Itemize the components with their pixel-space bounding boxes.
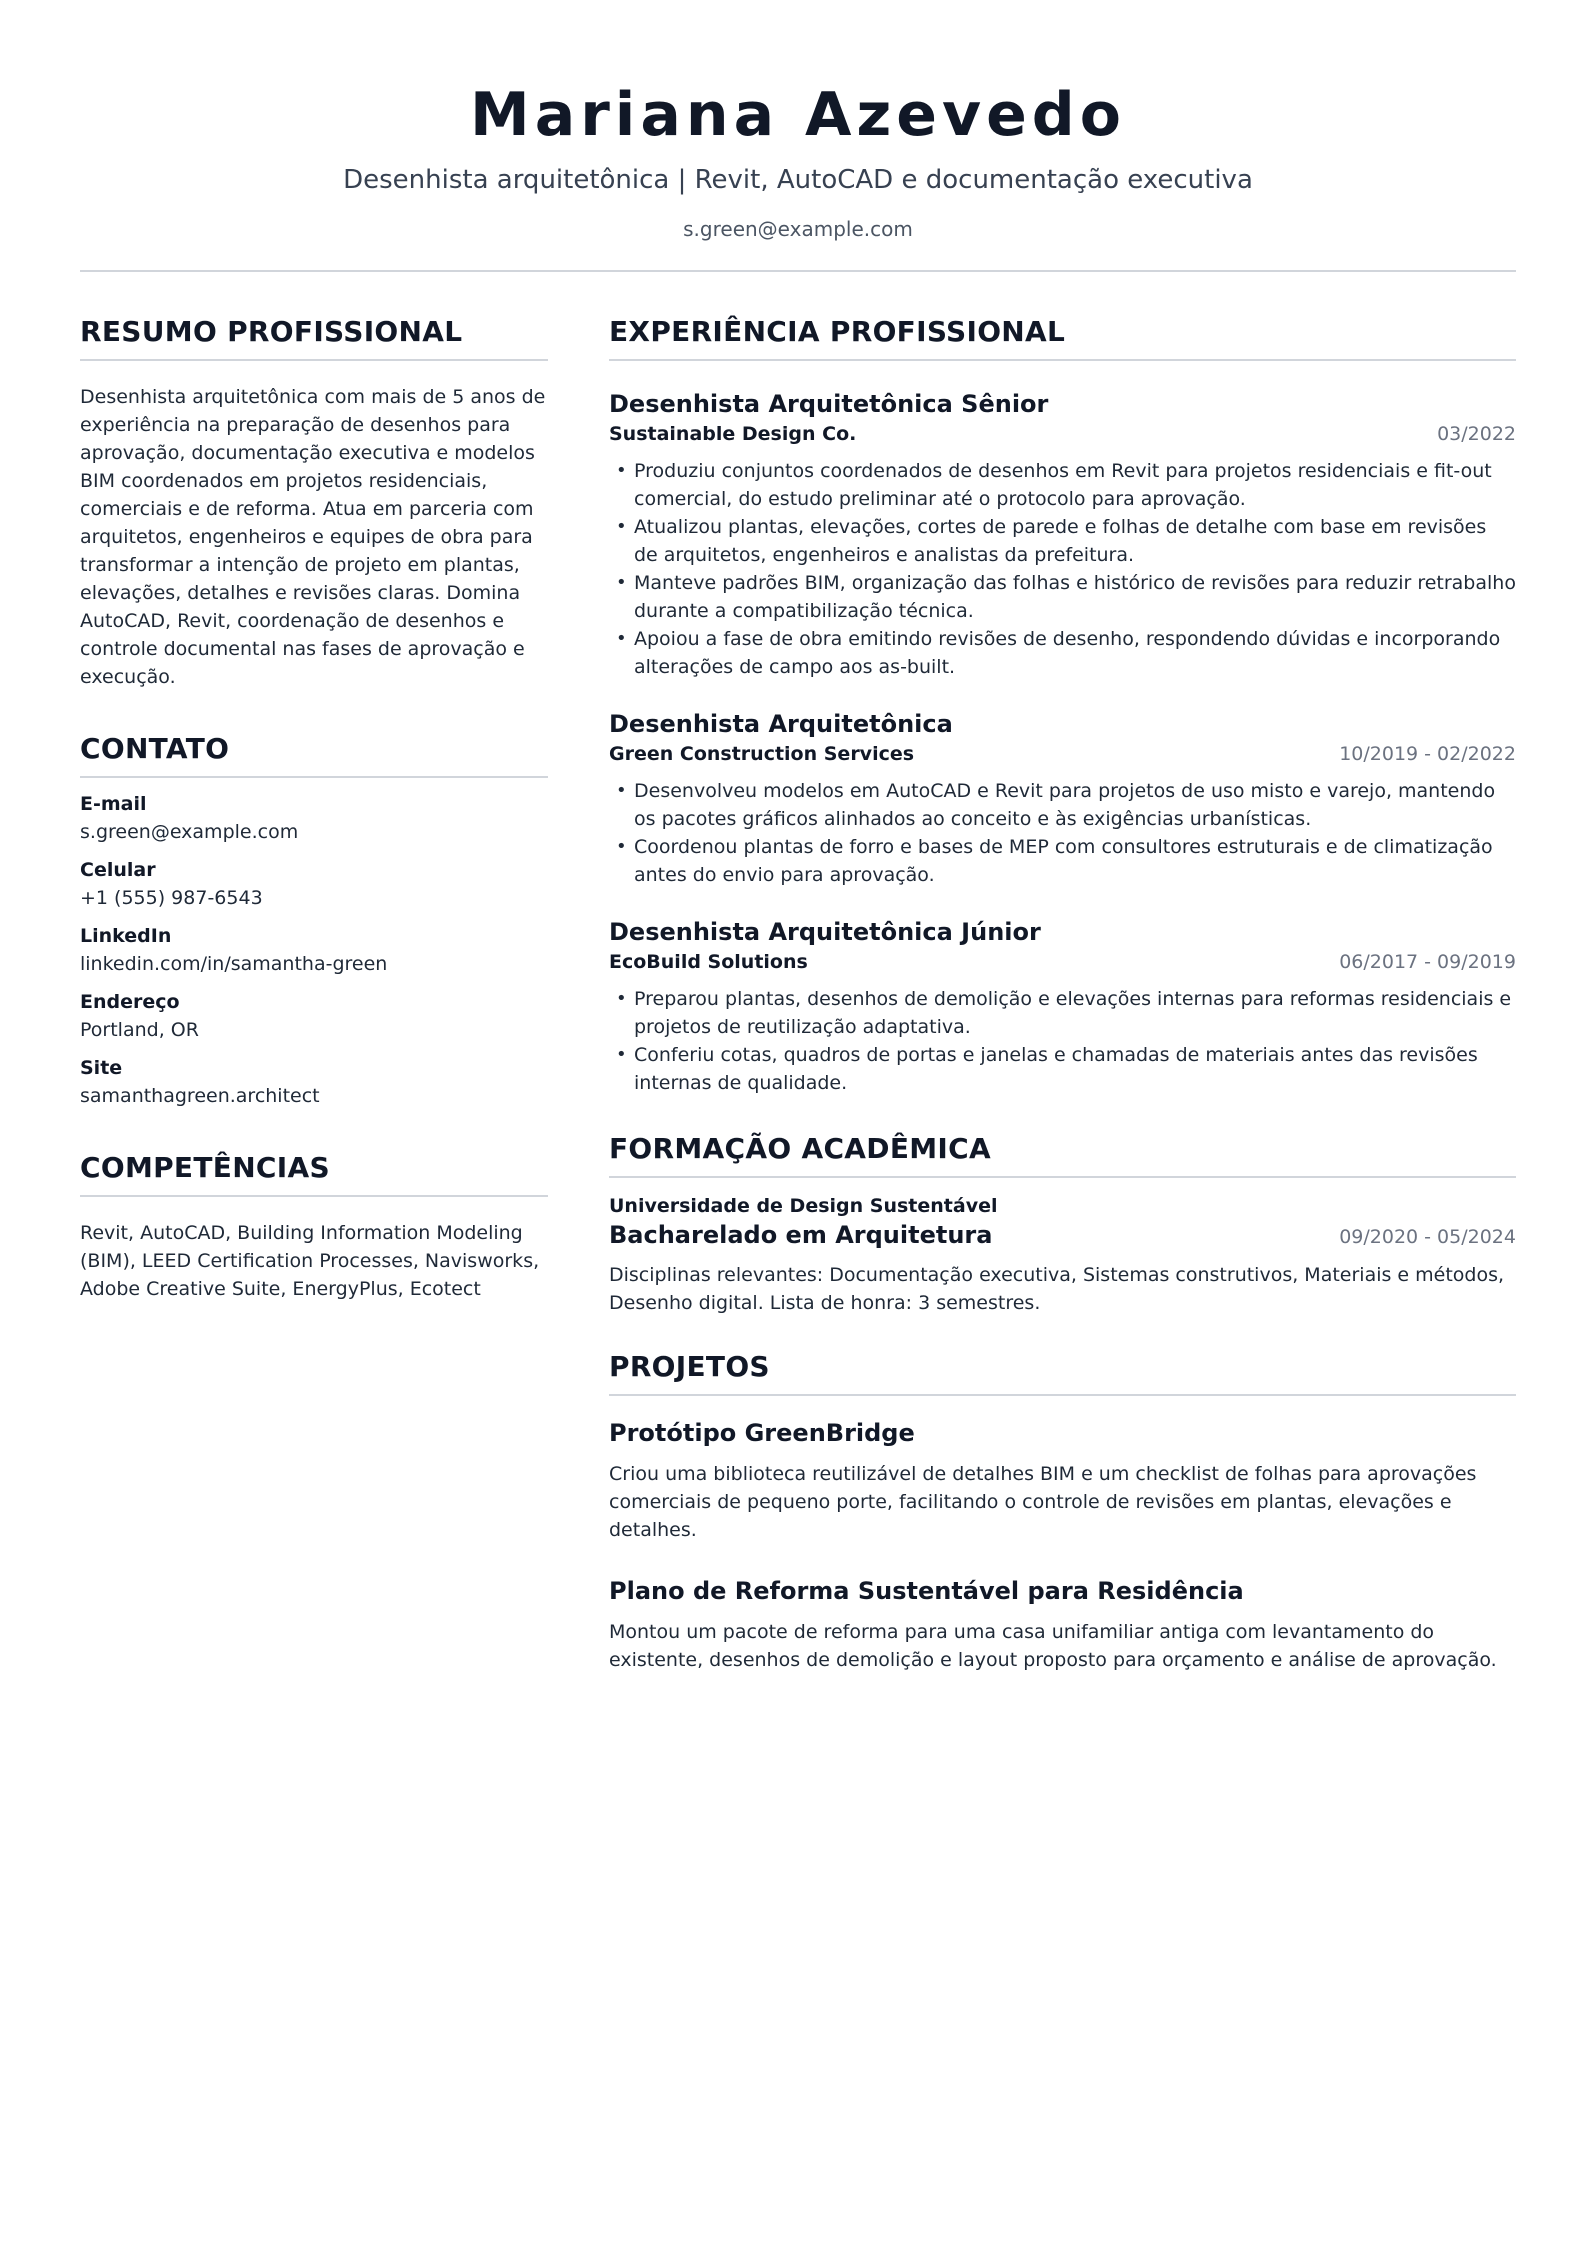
job-company: Sustainable Design Co. (609, 422, 857, 445)
job-entry (609, 709, 1516, 889)
job-entry (609, 389, 1516, 681)
project-entry (609, 1418, 1516, 1544)
education-degree: Bacharelado em Arquitetura (609, 1220, 993, 1249)
job-dates: 03/2022 (1437, 422, 1516, 445)
project-description: Criou uma biblioteca reutilizável de detalhes BIM e um checklist de folhas para aprovações comerciais de pequeno porte, facilitando o controle de revisões em plantas, elevações e detalhes. (609, 1462, 1477, 1541)
project-title: Plano de Reforma Sustentável para Residência (609, 1576, 1244, 1605)
job-title: Desenhista Arquitetônica Sênior (609, 389, 1049, 418)
job-dates: 06/2017 - 09/2019 (1339, 950, 1516, 973)
summary-text: Desenhista arquitetônica com mais de 5 anos de experiência na preparação de desenhos para aprovação, documentação executiva e modelos BIM coordenados em projetos residenciais, comerciais e de reforma. Atua em parceria com arquitetos, engenheiros e equipes de obra para transformar a intenção de projeto em plantas, elevações, detalhes e revisões claras. Domina AutoCAD, Revit, coordenação de desenhos e controle documental nas fases de aprovação e execução. (80, 385, 546, 688)
job-bullets (609, 777, 1516, 889)
job-bullet: • Manteve padrões BIM, organização das folhas e histórico de revisões para reduzir retrabalho durante a compatibilização técnica. (609, 569, 1516, 625)
skills-section (80, 1150, 548, 1303)
job-meta (609, 743, 1516, 765)
job-meta (609, 423, 1516, 445)
education-school: Universidade de Design Sustentável (609, 1194, 998, 1217)
job-bullet: • Produziu conjuntos coordenados de desenhos em Revit para projetos residenciais e fit-out comercial, do estudo preliminar até o protocolo para aprovação. (609, 457, 1516, 513)
job-company: Green Construction Services (609, 742, 915, 765)
contact-list (80, 790, 548, 1110)
education-dates: 09/2020 - 05/2024 (1339, 1225, 1516, 1248)
left-column (80, 314, 548, 1343)
job-entry (609, 917, 1516, 1097)
contact-item-phone (80, 856, 548, 912)
job-bullets (609, 985, 1516, 1097)
education-meta (609, 1220, 1516, 1251)
project-entry (609, 1576, 1516, 1674)
skills-text: Revit, AutoCAD, Building Information Modeling (BIM), LEED Certification Processes, Navisworks, Adobe Creative Suite, EnergyPlus, Ecotect (80, 1221, 540, 1300)
header-email: s.green@example.com (683, 216, 913, 241)
job-bullets (609, 457, 1516, 681)
header-divider (80, 270, 1516, 272)
job-bullet: • Apoiou a fase de obra emitindo revisões de desenho, respondendo dúvidas e incorporando alterações de campo aos as-built. (609, 625, 1516, 681)
education-heading: FORMAÇÃO ACADÊMICA (609, 1131, 1516, 1178)
contact-label: E-mail (80, 792, 147, 815)
contact-label: Site (80, 1056, 123, 1079)
contact-section (80, 731, 548, 1110)
summary-heading: RESUMO PROFISSIONAL (80, 314, 548, 361)
job-bullet: • Coordenou plantas de forro e bases de MEP com consultores estruturais e de climatização antes do envio para aprovação. (609, 833, 1516, 889)
contact-item-address (80, 988, 548, 1044)
project-description: Montou um pacote de reforma para uma casa unifamiliar antiga com levantamento do existente, desenhos de demolição e layout proposto para orçamento e análise de aprovação. (609, 1620, 1497, 1671)
candidate-headline: Desenhista arquitetônica | Revit, AutoCAD e documentação executiva (343, 165, 1253, 195)
contact-label: LinkedIn (80, 924, 172, 947)
job-bullet: • Conferiu cotas, quadros de portas e janelas e chamadas de materiais antes das revisões internas de qualidade. (609, 1041, 1516, 1097)
contact-phone-value: +1 (555) 987-6543 (80, 886, 263, 909)
job-meta (609, 951, 1516, 973)
contact-linkedin-link[interactable]: linkedin.com/in/samantha-green (80, 952, 388, 975)
job-title: Desenhista Arquitetônica Júnior (609, 917, 1041, 946)
education-section (609, 1131, 1516, 1317)
job-bullet: • Preparou plantas, desenhos de demolição e elevações internas para reformas residenciais e projetos de reutilização adaptativa. (609, 985, 1516, 1041)
contact-heading: CONTATO (80, 731, 548, 778)
contact-label: Endereço (80, 990, 180, 1013)
candidate-name: Mariana Azevedo (470, 80, 1126, 150)
job-bullet: • Atualizou plantas, elevações, cortes de parede e folhas de detalhe com base em revisões de arquitetos, engenheiros e analistas da prefeitura. (609, 513, 1516, 569)
contact-address-value: Portland, OR (80, 1018, 199, 1041)
job-title: Desenhista Arquitetônica (609, 709, 953, 738)
contact-item-site (80, 1054, 548, 1110)
job-dates: 10/2019 - 02/2022 (1339, 742, 1516, 765)
summary-section (80, 314, 548, 691)
contact-email-value[interactable]: s.green@example.com (80, 820, 299, 843)
projects-section (609, 1349, 1516, 1674)
contact-item-linkedin (80, 922, 548, 978)
resume-header (80, 0, 1516, 272)
right-column (609, 314, 1516, 1696)
experience-heading: EXPERIÊNCIA PROFISSIONAL (609, 314, 1516, 361)
resume-page (80, 0, 1516, 2246)
job-company: EcoBuild Solutions (609, 950, 808, 973)
contact-label: Celular (80, 858, 156, 881)
job-bullet: • Desenvolveu modelos em AutoCAD e Revit para projetos de uso misto e varejo, mantendo os pacotes gráficos alinhados ao conceito e às exigências urbanísticas. (609, 777, 1516, 833)
contact-site-link[interactable]: samanthagreen.architect (80, 1084, 320, 1107)
contact-item-email (80, 790, 548, 846)
skills-heading: COMPETÊNCIAS (80, 1150, 548, 1197)
education-notes: Disciplinas relevantes: Documentação executiva, Sistemas construtivos, Materiais e métodos, Desenho digital. Lista de honra: 3 semestres. (609, 1263, 1505, 1314)
project-title: Protótipo GreenBridge (609, 1418, 915, 1447)
experience-section (609, 314, 1516, 1097)
projects-heading: PROJETOS (609, 1349, 1516, 1396)
